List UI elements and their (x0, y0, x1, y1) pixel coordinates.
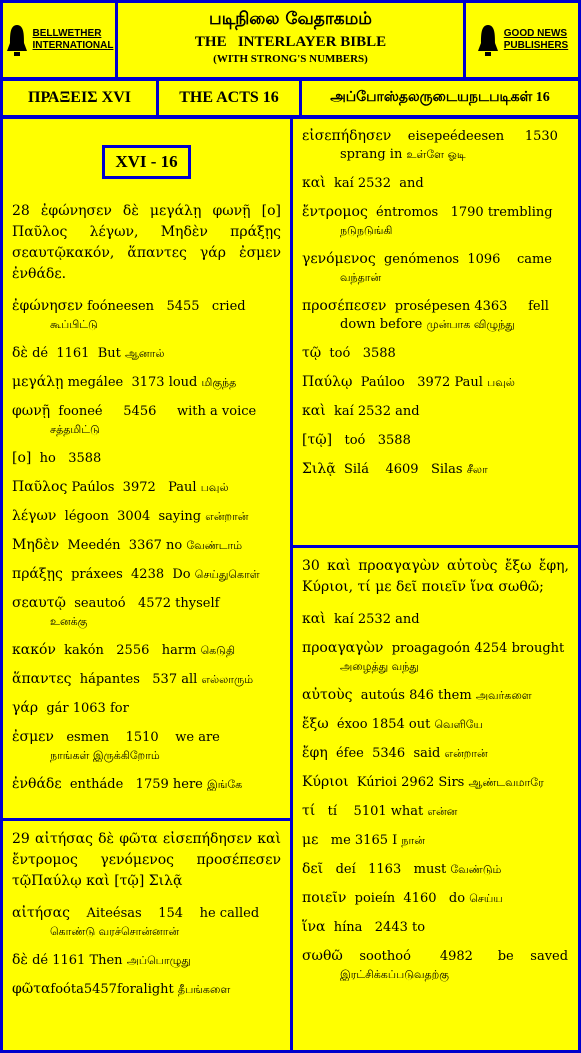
word-gloss: autoús 846 them (352, 688, 476, 703)
word-gloss: poieín 4160 do (346, 891, 470, 906)
word-entry (302, 918, 569, 937)
verse-29-panel (0, 818, 293, 1053)
word-entry (302, 297, 569, 334)
greek-word: λέγων (12, 508, 57, 524)
title-subtitle: (WITH STRONG'S NUMBERS) (213, 53, 368, 65)
gloss-continued (302, 316, 569, 334)
gloss-continued (302, 146, 569, 164)
verse-29-continued-panel (290, 116, 581, 548)
word-gloss: fooneé 5456 with a voice (50, 404, 257, 419)
word-entry (302, 402, 569, 421)
word-gloss: Aiteésas 154 he called (69, 906, 260, 921)
left-logo-line1: BELLWETHER (32, 28, 102, 39)
word-entry (302, 610, 569, 629)
verse-28-text: 28 ἐφώνησεν δὲ μεγάλῃ φωνῇ [ο] Παῦλος λέγων, Μηδὲν πράξῃς σεαυτῷκακόν, ἅπαντες γάρ ἐσμεν ἐνθάδε. (12, 203, 281, 282)
word-entry (12, 565, 281, 584)
word-gloss: foóta5457foralight (50, 982, 178, 997)
word-gloss: toó 3588 (321, 346, 396, 361)
word-entry (12, 594, 281, 631)
tamil-gloss: உனக்கு (50, 615, 88, 628)
greek-word: Κύριοι (302, 774, 349, 790)
tamil-gloss: வேண்டும் (450, 863, 502, 876)
word-gloss: gár 1063 for (38, 701, 129, 716)
title-block (115, 0, 466, 80)
right-logo-line2: PUBLISHERS (503, 40, 569, 51)
word-entry (302, 431, 569, 450)
word-gloss: práxees 4238 Do (62, 567, 195, 582)
word-entry (302, 460, 569, 479)
word-gloss: tí 5101 what (315, 804, 428, 819)
word-entry (12, 536, 281, 555)
greek-word: καὶ (302, 611, 326, 627)
greek-word: ἔξω (302, 716, 329, 732)
book-tamil-label: அப்போஸ்தலருடையநடபடிகள் 16 (330, 89, 550, 105)
tamil-gloss: என்றான் (444, 747, 488, 760)
greek-word: γενόμενος (302, 251, 376, 267)
word-entry (12, 478, 281, 497)
word-entry (12, 402, 281, 439)
word-gloss: Paúlos 3972 Paul (67, 480, 201, 495)
gloss-second-line: down before (340, 317, 427, 332)
tamil-gloss: எல்லாரும் (201, 673, 254, 686)
word-entry (302, 686, 569, 705)
word-gloss: prosépesen 4363 fell (386, 299, 549, 314)
tamil-gloss: முன்பாக விழுந்து (426, 318, 515, 331)
word-entry (12, 641, 281, 660)
greek-word: γάρ (12, 700, 39, 716)
greek-word: ἔντρομος (302, 204, 368, 220)
book-greek-label: ΠΡΑΞΕΙΣ XVI (28, 89, 131, 106)
word-gloss: Silá 4609 Silas (335, 462, 467, 477)
tamil-gloss: அழைத்து வந்து (340, 660, 419, 673)
tamil-gloss: செய்ய (469, 892, 503, 905)
verse-30-panel (290, 545, 581, 1053)
word-gloss: kaí 2532 and (325, 404, 420, 419)
word-entry (12, 297, 281, 334)
tamil-gloss: மிகுந்த (201, 376, 237, 389)
book-greek (0, 78, 159, 118)
tamil-gloss: ஆண்டவமாரே (468, 776, 544, 789)
word-entry (12, 904, 281, 941)
greek-word: ἅπαντες (12, 671, 72, 687)
word-gloss: toó 3588 (332, 433, 411, 448)
tamil-gloss: கூப்பிட்டு (50, 318, 98, 331)
word-entry (302, 773, 569, 792)
greek-word: δὲ (12, 952, 28, 968)
word-gloss: Kúrioi 2962 Sirs (348, 775, 469, 790)
gloss-second-line: sprang in (340, 147, 407, 162)
word-gloss: ho 3588 (31, 451, 102, 466)
word-entry (302, 889, 569, 908)
verse-29-text: 29 αἰτήσας δὲ φῶτα εἰσεπήδησεν καὶ ἔντρομος γενόμενος προσέπεσεν τῷΠαύλῳ καὶ [τῷ] Σιλᾷ (12, 831, 281, 889)
tamil-gloss: ஆனால் (125, 347, 165, 360)
word-gloss: dé 1161 Then (27, 953, 127, 968)
word-entry (302, 860, 569, 879)
tamil-gloss: என்றான் (205, 510, 249, 523)
word-entry (302, 639, 569, 676)
word-gloss: légoon 3004 saying (56, 509, 206, 524)
word-entry (302, 174, 569, 193)
tamil-gloss: வந்தான் (340, 271, 382, 284)
greek-word: Σιλᾷ (302, 461, 336, 477)
greek-word: εἰσεπήδησεν (302, 128, 392, 144)
greek-word: ἔφη (302, 745, 328, 761)
word-entry (12, 670, 281, 689)
word-gloss: éxoo 1854 out (328, 717, 435, 732)
bell-icon (476, 23, 500, 57)
word-entry (302, 947, 569, 984)
word-gloss: esmen 1510 we are (53, 730, 224, 745)
greek-word: Παύλῳ (302, 374, 353, 390)
tamil-gloss: அப்பொழுது (126, 954, 191, 967)
tamil-gloss: கெடுதி (200, 644, 235, 657)
greek-word: αἰτήσας (12, 905, 70, 921)
word-gloss: Meedén 3367 no (59, 538, 187, 553)
verse-30-text: 30 καὶ προαγαγὼν αὐτοὺς ἔξω ἔφη, Κύριοι, τί με δεῖ ποιεῖν ἵνα σωθῶ; (302, 558, 569, 595)
word-entry (12, 344, 281, 363)
title-tamil: படிநிலை வேதாகமம் (209, 9, 372, 29)
word-entry (12, 373, 281, 392)
greek-word: μεγάλῃ (12, 374, 64, 390)
tamil-gloss: கொண்டு வரச்சொன்னான் (50, 925, 180, 938)
greek-word: σωθῶ (302, 948, 343, 964)
word-entry (302, 744, 569, 763)
tamil-gloss: தீபங்களை (177, 983, 231, 996)
word-entry (302, 344, 569, 363)
greek-word: με (302, 832, 319, 848)
word-gloss: éntromos 1790 trembling (367, 205, 553, 220)
greek-word: προσέπεσεν (302, 298, 387, 314)
word-gloss: dé 1161 But (27, 346, 125, 361)
book-english (156, 78, 302, 118)
tamil-gloss: வேண்டாம் (186, 539, 243, 552)
greek-word: ἐσμεν (12, 729, 54, 745)
word-gloss: Paúloo 3972 Paul (352, 375, 488, 390)
word-gloss: deí 1163 must (323, 862, 451, 877)
word-entry (12, 775, 281, 794)
word-gloss: entháde 1759 here (61, 777, 208, 792)
word-entry (12, 449, 281, 468)
word-entry (12, 507, 281, 526)
greek-word: πράξῃς (12, 566, 63, 582)
word-entry (302, 203, 569, 240)
tamil-gloss: நடுநடுங்கி (340, 224, 393, 237)
greek-word: ποιεῖν (302, 890, 347, 906)
word-gloss: kaí 2532 and (325, 612, 420, 627)
tamil-gloss: சீலா (466, 463, 488, 476)
greek-word: σεαυτῷ (12, 595, 66, 611)
verse-28-entries (12, 297, 281, 794)
greek-word: αὐτοὺς (302, 687, 353, 703)
word-entry (12, 699, 281, 718)
word-entry (302, 127, 569, 164)
title-english: THE INTERLAYER BIBLE (194, 34, 387, 50)
word-gloss: soothoó 4982 be saved (342, 949, 569, 964)
word-gloss: proagagoón 4254 brought (383, 641, 565, 656)
greek-word: φῶτα (12, 981, 51, 997)
left-logo-line2: INTERNATIONAL (32, 40, 114, 51)
greek-word: κακόν (12, 642, 56, 658)
greek-word: δὲ (12, 345, 28, 361)
tamil-gloss: நான் (401, 834, 425, 847)
tamil-gloss: சத்தமிட்டு (50, 423, 100, 436)
verse-29-continued-entries (302, 127, 569, 479)
tamil-gloss: என்ன (427, 805, 458, 818)
word-gloss: kakón 2556 harm (55, 643, 201, 658)
good-news-logo (463, 0, 581, 80)
tamil-gloss: வெளியே (434, 718, 483, 731)
word-entry (302, 373, 569, 392)
greek-word: ἐφώνησεν (12, 298, 83, 314)
word-entry (12, 728, 281, 765)
greek-word: [ο] (12, 450, 32, 466)
tamil-gloss: பவுல் (487, 376, 515, 389)
word-entry (302, 250, 569, 287)
tamil-gloss: இங்கே (207, 778, 243, 791)
greek-word: ἵνα (302, 919, 326, 935)
greek-word: [τῷ] (302, 432, 333, 448)
verse-30-entries (302, 610, 569, 984)
word-gloss: foóneesen 5455 cried (82, 299, 246, 314)
word-entry (302, 715, 569, 734)
book-tamil (299, 78, 581, 118)
tamil-gloss: இரட்சிக்கப்படுவதற்கு (340, 968, 449, 981)
tamil-gloss: பவுல் (200, 481, 229, 494)
word-entry (12, 951, 281, 970)
greek-word: καὶ (302, 403, 326, 419)
tamil-gloss: செய்துகொள் (194, 568, 260, 581)
greek-word: ἐνθάδε (12, 776, 62, 792)
word-entry (12, 980, 281, 999)
greek-word: φωνῇ (12, 403, 51, 419)
greek-word: τῷ (302, 345, 322, 361)
word-gloss: hína 2443 to (325, 920, 426, 935)
chapter-label: XVI - 16 (102, 145, 190, 179)
verse-29-entries (12, 904, 281, 999)
greek-word: τί (302, 803, 316, 819)
greek-word: καὶ (302, 175, 326, 191)
bellwether-logo (0, 0, 118, 80)
book-english-label: THE ACTS 16 (179, 89, 279, 106)
word-gloss: genómenos 1096 came (375, 252, 553, 267)
greek-word: προαγαγὼν (302, 640, 384, 656)
tamil-gloss: அவர்களை (475, 689, 532, 702)
greek-word: Παῦλος (12, 479, 68, 495)
verse-28-panel (0, 116, 293, 821)
word-entry (302, 802, 569, 821)
word-entry (302, 831, 569, 850)
word-gloss: me 3165 I (318, 833, 402, 848)
right-logo-line1: GOOD NEWS (503, 28, 568, 39)
bell-icon (5, 23, 29, 57)
word-gloss: eisepeédeesen 1530 (391, 129, 558, 144)
greek-word: Μηδὲν (12, 537, 60, 553)
word-gloss: kaí 2532 and (325, 176, 424, 191)
word-gloss: éfee 5346 said (327, 746, 445, 761)
tamil-gloss: நாங்கள் இருக்கிறோம் (50, 749, 160, 762)
word-gloss: megálee 3173 loud (63, 375, 202, 390)
word-gloss: seautoó 4572 thyself (65, 596, 224, 611)
tamil-gloss: உள்ளே ஓடி (406, 148, 466, 161)
greek-word: δεῖ (302, 861, 324, 877)
word-gloss: hápantes 537 all (71, 672, 202, 687)
